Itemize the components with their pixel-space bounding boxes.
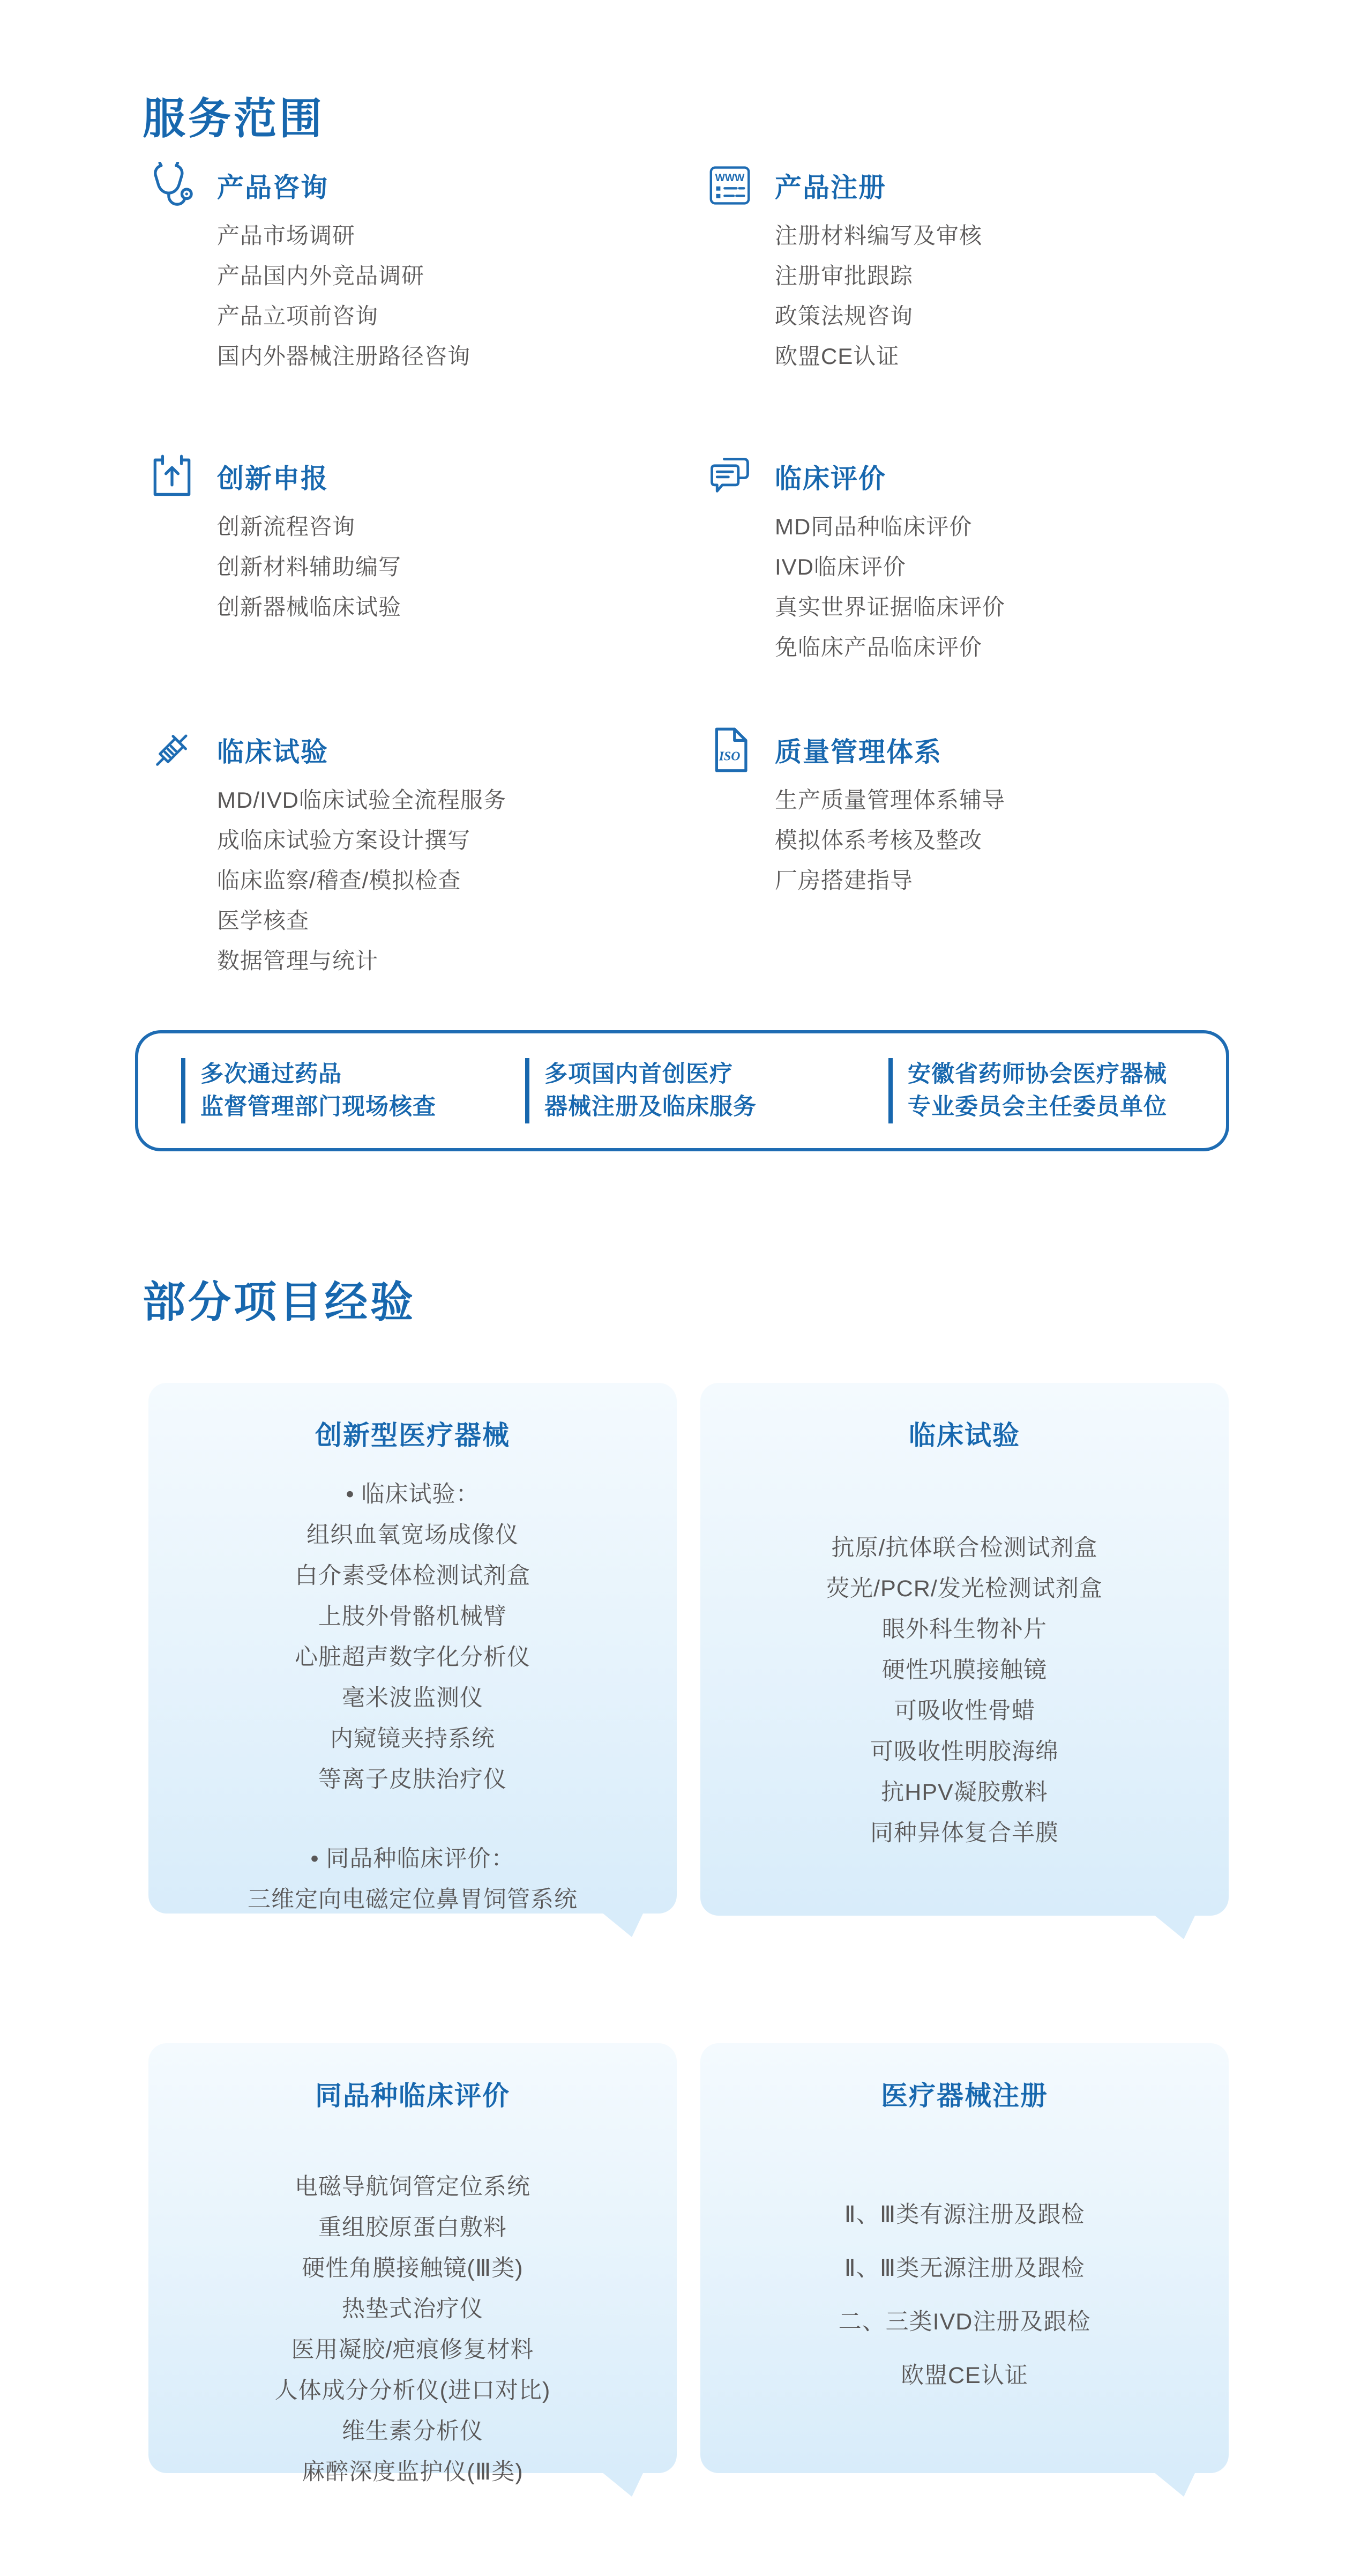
service-item: MD/IVD临床试验全流程服务 [217, 787, 507, 813]
service-item: 政策法规咨询 [775, 303, 914, 329]
card-group [148, 2166, 677, 2492]
svg-text:ISO: ISO [719, 749, 741, 764]
card-group-label: • 同品种临床评价： [310, 1846, 515, 1872]
service-item: 模拟体系考核及整改 [775, 828, 983, 853]
service-header [706, 726, 1247, 773]
highlight-text-line: 专业委员会主任委员单位 [908, 1094, 1167, 1120]
service-item: 产品立项前咨询 [217, 303, 379, 329]
service-item: 厂房搭建指导 [775, 868, 914, 893]
service-item-list [217, 780, 690, 981]
highlight-text-line: 多次通过药品 [200, 1061, 342, 1087]
card-item: 同种异体复合羊膜 [870, 1820, 1059, 1846]
card-title: 医疗器械注册 [881, 2081, 1048, 2111]
service-title: 临床试验 [217, 737, 328, 767]
service-header [148, 726, 690, 773]
service-item: IVD临床评价 [775, 554, 907, 579]
card-item: 二、三类IVD注册及跟检 [838, 2309, 1091, 2335]
service-item: 医学核查 [217, 908, 310, 933]
service-title: 临床评价 [775, 464, 886, 494]
highlight-text-line: 器械注册及临床服务 [544, 1094, 757, 1120]
card-item: 维生素分析仪 [342, 2418, 483, 2444]
service-item: 生产质量管理体系辅导 [775, 787, 1006, 813]
services-section-heading: 服务范围 [143, 95, 325, 143]
card-group [148, 1474, 677, 1800]
card-body [700, 1528, 1229, 1853]
card-body [148, 1474, 677, 1920]
highlights-box [135, 1030, 1229, 1151]
service-item: 数据管理与统计 [217, 948, 379, 973]
service-item: 创新流程咨询 [217, 514, 356, 539]
card-title: 临床试验 [909, 1420, 1020, 1450]
card-item: 可吸收性骨蜡 [894, 1698, 1035, 1724]
service-block [706, 162, 1247, 376]
chat-bubbles-icon [706, 453, 753, 500]
card-item: 上肢外骨骼机械臂 [318, 1604, 507, 1629]
card-group [700, 2188, 1229, 2402]
service-item: 国内外器械注册路径咨询 [217, 344, 471, 369]
experience-card [148, 2043, 677, 2485]
card-item: 三维定向电磁定位鼻胃饲管系统 [248, 1887, 578, 1912]
card-item: 心脏超声数字化分析仪 [295, 1644, 530, 1670]
card-item: 重组胶原蛋白敷料 [318, 2215, 507, 2240]
highlight-item [181, 1058, 436, 1123]
www-form-icon [706, 162, 753, 209]
service-item: 免临床产品临床评价 [775, 635, 983, 660]
upload-clipboard-icon [148, 453, 196, 500]
service-header [706, 453, 1247, 500]
experience-section-heading: 部分项目经验 [143, 1278, 416, 1326]
service-block [706, 453, 1247, 667]
card-title: 创新型医疗器械 [315, 1420, 510, 1450]
highlight-accent-bar [181, 1058, 185, 1123]
highlight-text-line: 监督管理部门现场核查 [200, 1094, 436, 1120]
card-title: 同品种临床评价 [315, 2081, 510, 2111]
service-item: 欧盟CE认证 [775, 344, 900, 369]
card-item: 内窥镜夹持系统 [330, 1726, 495, 1752]
card-item: 组织血氧宽场成像仪 [307, 1522, 519, 1548]
service-block [148, 453, 690, 627]
highlight-text-line: 安徽省药师协会医疗器械 [908, 1061, 1167, 1087]
highlight-text [908, 1058, 1167, 1123]
service-item-list [775, 215, 1247, 376]
card-item: 等离子皮肤治疗仪 [318, 1767, 507, 1792]
service-item-list [217, 507, 690, 627]
highlight-text [200, 1058, 436, 1123]
card-item: 抗HPV凝胶敷料 [881, 1780, 1048, 1805]
highlight-text [544, 1058, 757, 1123]
service-item-list [775, 780, 1247, 900]
card-item: 眼外科生物补片 [882, 1617, 1047, 1642]
card-item: 热垫式治疗仪 [342, 2296, 483, 2322]
card-item: 毫米波监测仪 [342, 1685, 483, 1711]
card-item: 电磁导航饲管定位系统 [295, 2174, 530, 2200]
card-item: 硬性角膜接触镜(Ⅲ类) [302, 2255, 524, 2281]
highlight-item [888, 1058, 1167, 1123]
highlight-accent-bar [525, 1058, 529, 1123]
service-title: 创新申报 [217, 464, 328, 494]
svg-text:WWW: WWW [715, 172, 745, 184]
card-item: 欧盟CE认证 [901, 2363, 1028, 2388]
experience-card [700, 1383, 1229, 1916]
stethoscope-icon [148, 162, 196, 209]
service-item: 创新材料辅助编写 [217, 554, 402, 579]
card-item: 抗原/抗体联合检测试剂盒 [831, 1535, 1098, 1561]
service-header [148, 453, 690, 500]
service-header [706, 162, 1247, 209]
card-item: Ⅱ、Ⅲ类有源注册及跟检 [844, 2202, 1085, 2228]
service-item: 创新器械临床试验 [217, 594, 402, 620]
service-item: 注册审批跟踪 [775, 263, 914, 288]
card-body [700, 2188, 1229, 2402]
service-item: 产品市场调研 [217, 223, 356, 248]
card-item: 荧光/PCR/发光检测试剂盒 [826, 1576, 1103, 1602]
syringe-icon [148, 726, 196, 773]
card-item: 白介素受体检测试剂盒 [295, 1563, 530, 1589]
service-block [148, 726, 690, 981]
experience-card [700, 2043, 1229, 2473]
card-item: 麻醉深度监护仪(Ⅲ类) [302, 2459, 524, 2485]
card-item: Ⅱ、Ⅲ类无源注册及跟检 [844, 2255, 1085, 2281]
card-tail-pointer [602, 1912, 644, 1937]
card-group [148, 1838, 677, 1920]
card-tail-pointer [1154, 2472, 1195, 2497]
service-item: 产品国内外竞品调研 [217, 263, 425, 288]
iso-document-icon [706, 726, 753, 773]
service-item: 注册材料编写及审核 [775, 223, 983, 248]
experience-card [148, 1383, 677, 1914]
service-title: 产品咨询 [217, 173, 328, 203]
service-title: 产品注册 [775, 173, 886, 203]
service-item: 真实世界证据临床评价 [775, 594, 1006, 620]
service-item: 临床监察/稽查/模拟检查 [217, 868, 461, 893]
card-tail-pointer [1154, 1915, 1195, 1939]
card-body [148, 2166, 677, 2492]
service-item: 成临床试验方案设计撰写 [217, 828, 471, 853]
card-item: 医用凝胶/疤痕修复材料 [291, 2337, 534, 2363]
highlight-text-line: 多项国内首创医疗 [544, 1061, 733, 1087]
service-block [148, 162, 690, 376]
card-group-label: • 临床试验： [346, 1481, 480, 1507]
card-item: 可吸收性明胶海绵 [870, 1739, 1059, 1765]
service-item: MD同品种临床评价 [775, 514, 973, 539]
card-item: 人体成分分析仪(进口对比) [274, 2378, 551, 2403]
card-item: 硬性巩膜接触镜 [882, 1657, 1047, 1683]
service-item-list [775, 507, 1247, 667]
service-item-list [217, 215, 690, 376]
service-header [148, 162, 690, 209]
highlight-item [525, 1058, 757, 1123]
card-group [700, 1528, 1229, 1853]
service-block [706, 726, 1247, 900]
service-title: 质量管理体系 [775, 737, 942, 767]
highlight-accent-bar [888, 1058, 893, 1123]
